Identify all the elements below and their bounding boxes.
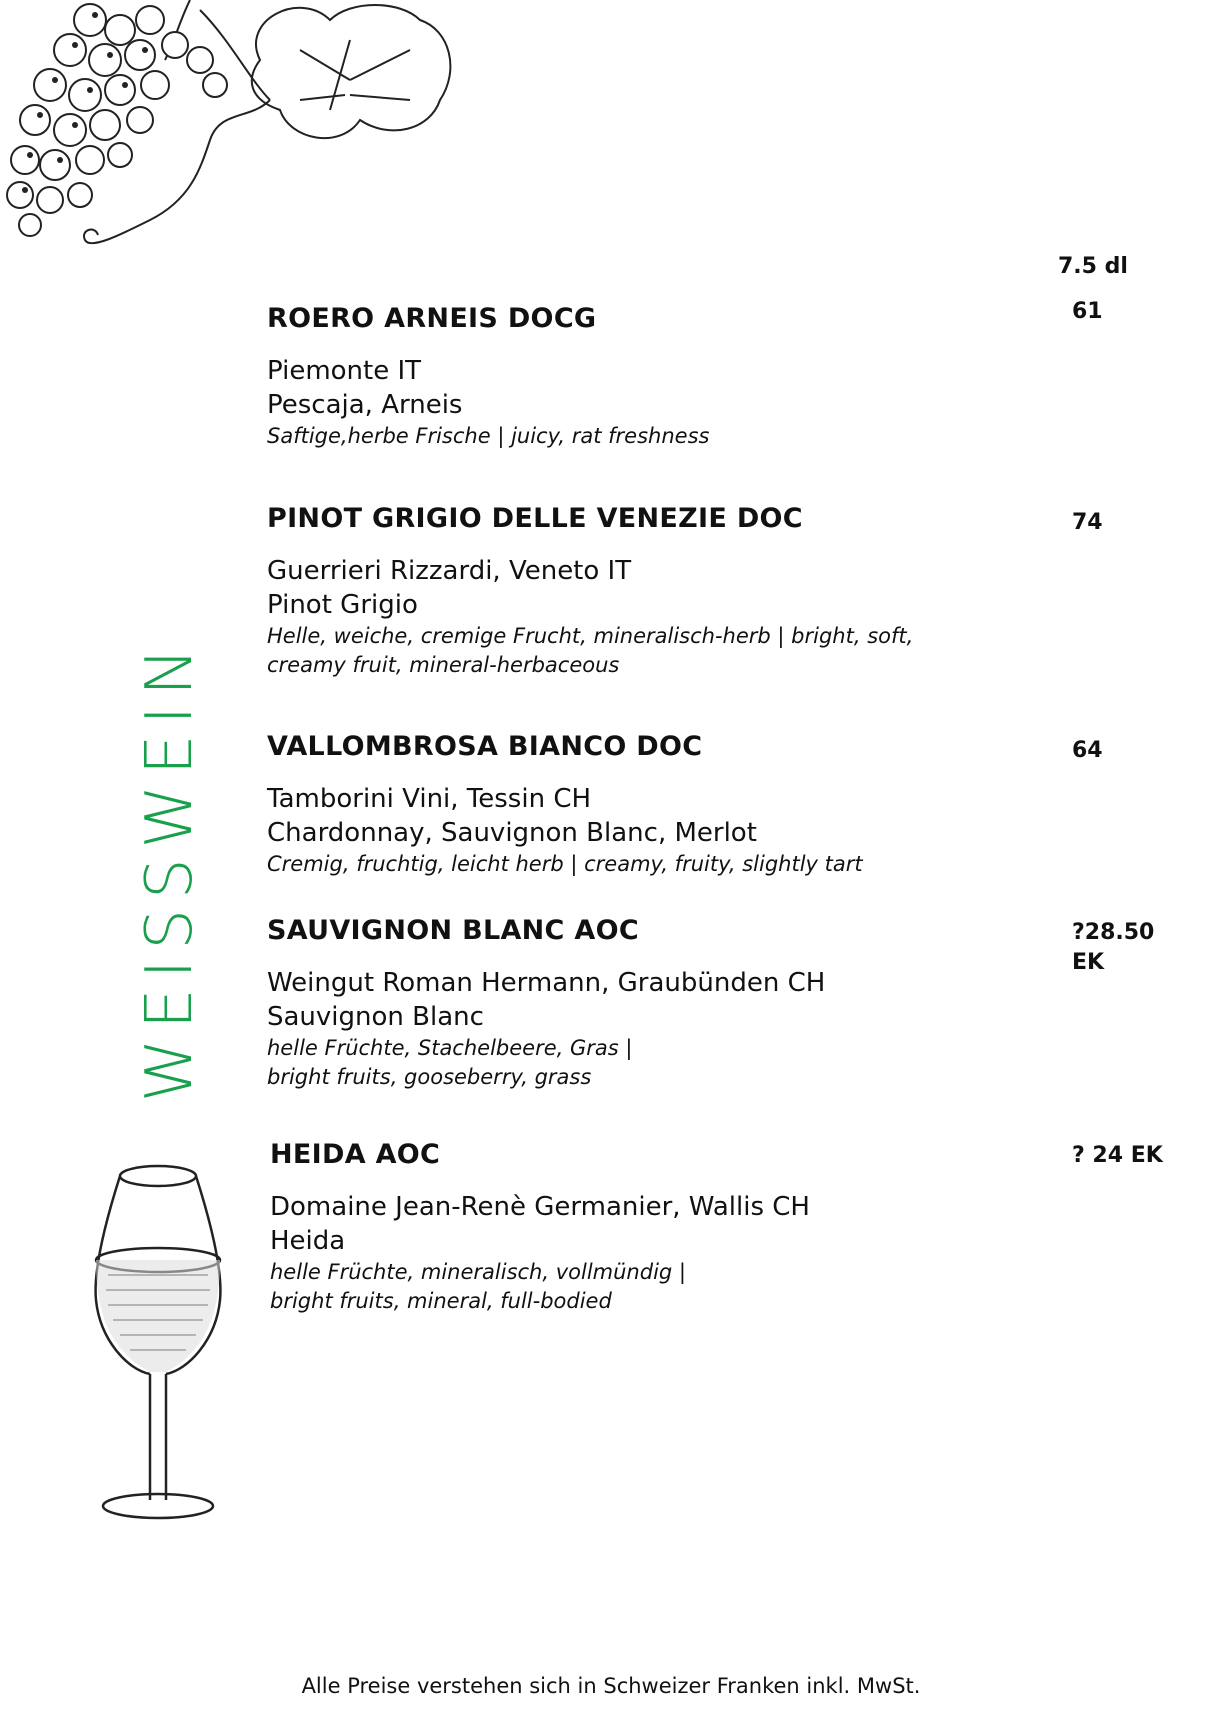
wine-notes: helle Früchte, Stachelbeere, Gras | bright fruits, gooseberry, grass [267, 1036, 633, 1089]
wine-origin: Guerrieri Rizzardi, Veneto IT [267, 556, 632, 586]
section-title [133, 638, 207, 1102]
wine-origin: Piemonte IT [267, 356, 422, 386]
wine-name: ROERO ARNEIS DOCG [267, 303, 597, 334]
wine-price: 64 [1072, 738, 1103, 763]
wine-name: HEIDA AOC [270, 1139, 441, 1170]
wine-notes: Cremig, fruchtig, leicht herb | creamy, fruity, slightly tart [267, 852, 863, 876]
bottle-size-header: 7.5 dl [1058, 254, 1128, 279]
wine-grape: Chardonnay, Sauvignon Blanc, Merlot [267, 818, 757, 848]
wine-item [270, 1138, 1070, 1316]
grape-vine-illustration-icon [0, 0, 470, 270]
wine-name: VALLOMBROSA BIANCO DOC [267, 731, 703, 762]
wine-origin: Tamborini Vini, Tessin CH [267, 784, 592, 814]
wine-grape: Pescaja, Arneis [267, 390, 463, 420]
wine-name: SAUVIGNON BLANC AOC [267, 915, 639, 946]
wine-grape: Pinot Grigio [267, 590, 418, 620]
wine-item [267, 914, 1067, 1092]
price-note-footer: Alle Preise verstehen sich in Schweizer Franken inkl. MwSt. [301, 1674, 921, 1698]
wine-price: 74 [1072, 510, 1103, 535]
wine-grape: Heida [270, 1226, 346, 1256]
wine-price: ?28.50 EK [1072, 920, 1155, 975]
wine-notes: Helle, weiche, cremige Frucht, mineralisch-herb | bright, soft, creamy fruit, mineral-herbaceous [267, 624, 914, 677]
wine-item [267, 502, 1067, 680]
wine-name: PINOT GRIGIO DELLE VENEZIE DOC [267, 503, 803, 534]
wine-grape: Sauvignon Blanc [267, 1002, 484, 1032]
wine-price: ? 24 EK [1072, 1143, 1163, 1168]
wine-glass-illustration-icon [88, 1160, 228, 1530]
wine-notes: Saftige,herbe Frische | juicy, rat freshness [267, 424, 710, 448]
wine-notes: helle Früchte, mineralisch, vollmündig | bright fruits, mineral, full-bodied [270, 1260, 686, 1313]
wine-price: 61 [1072, 299, 1103, 324]
wine-item [267, 730, 1067, 879]
wine-item [267, 302, 1067, 451]
wine-origin: Weingut Roman Hermann, Graubünden CH [267, 968, 826, 998]
wine-origin: Domaine Jean-Renè Germanier, Wallis CH [270, 1192, 810, 1222]
section-title-text: WEISSWEIN [133, 637, 207, 1103]
